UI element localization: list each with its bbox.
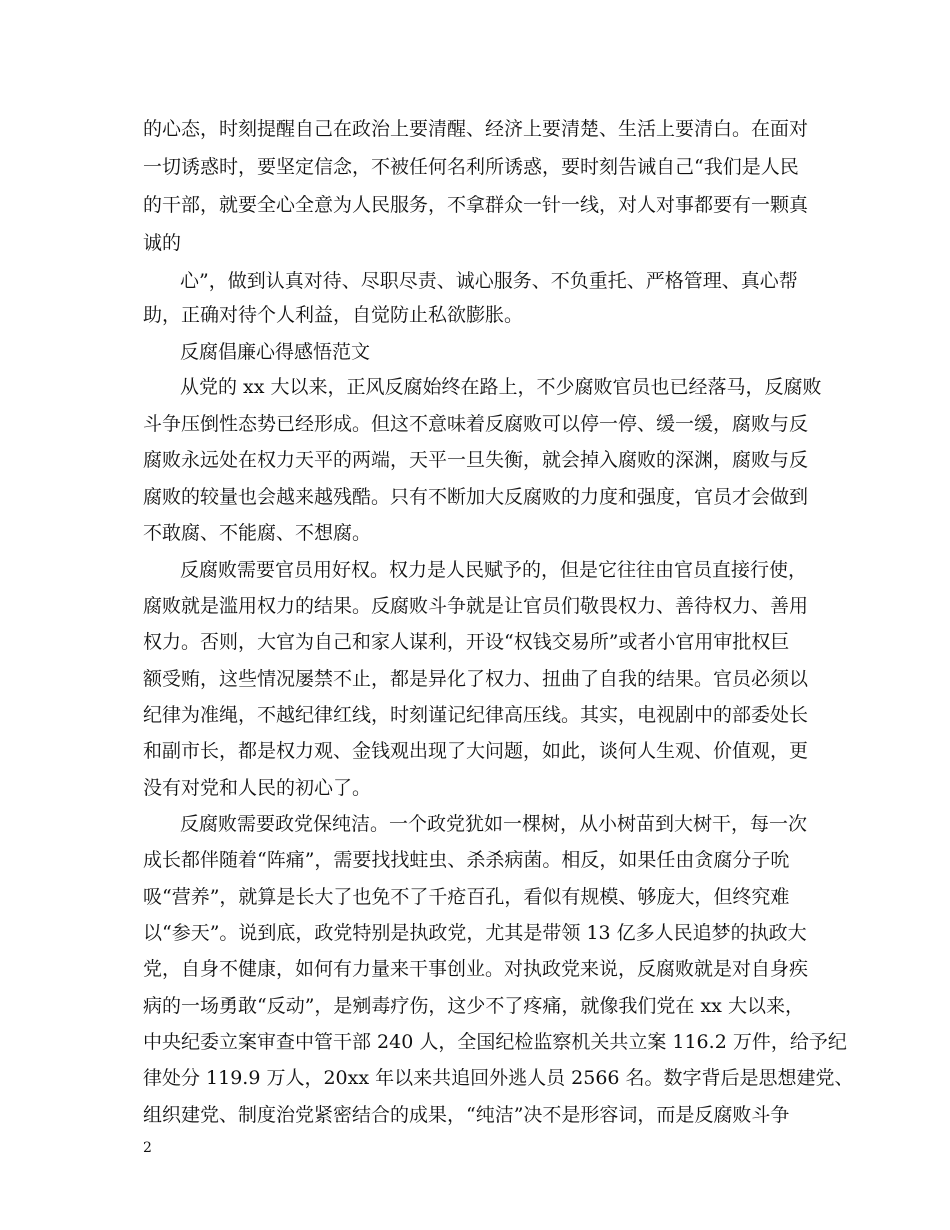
text-line: 以“参天”。说到底，政党特别是执政党，尤其是带领 13 亿多人民追梦的执政大: [143, 922, 807, 944]
text-line: 吸“营养”，就算是长大了也免不了千疮百孔，看似有规模、够庞大，但终究难: [143, 886, 790, 908]
text-line: 斗争压倒性态势已经形成。但这不意味着反腐败可以停一停、缓一缓，腐败与反: [143, 413, 809, 435]
text-line: 心”，做到认真对待、尽职尽责、诚心服务、不负重托、严格管理、真心帮: [180, 270, 798, 292]
text-line: 病的一场勇敢“反动”，是剜毒疗伤，这少不了疼痛，就像我们党在 xx 大以来，: [143, 995, 804, 1017]
text-line: 反腐败需要政党保纯洁。一个政党犹如一棵树，从小树苗到大树干，每一次: [180, 813, 808, 835]
text-line: 没有对党和人民的初心了。: [143, 777, 372, 799]
text-line: 律处分 119.9 万人，20xx 年以来共追回外逃人员 2566 名。数字背后是思想建党、: [143, 1067, 854, 1089]
text-line: 腐败永远处在权力天平的两端，天平一旦失衡，就会掉入腐败的深渊，腐败与反: [143, 449, 809, 471]
text-line: 助，正确对待个人利益，自觉防止私欲膨胀。: [143, 304, 524, 326]
text-line: 诚的: [143, 232, 182, 254]
section-heading: 反腐倡廉心得感悟范文: [180, 341, 371, 363]
text-line: 腐败就是滥用权力的结果。反腐败斗争就是让官员们敬畏权力、善待权力、善用: [143, 595, 809, 617]
page-number: 2: [143, 1140, 152, 1156]
text-line: 一切诱惑时，要坚定信念，不被任何名利所诱惑，要时刻告诫自己“我们是人民: [143, 156, 799, 178]
text-line: 中央纪委立案审查中管干部 240 人，全国纪检监察机关共立案 116.2 万件，给予纪: [143, 1031, 847, 1053]
text-line: 不敢腐、不能腐、不想腐。: [143, 522, 372, 544]
text-line: 反腐败需要官员用好权。权力是人民赋予的，但是它往往由官员直接行使，: [180, 559, 808, 581]
text-line: 组织建党、制度治党紧密结合的成果，“纯洁”决不是形容词，而是反腐败斗争: [143, 1104, 790, 1126]
text-line: 纪律为准绳，不越纪律红线，时刻谨记纪律高压线。其实，电视剧中的部委处长: [143, 704, 809, 726]
text-line: 的干部，就要全心全意为人民服务，不拿群众一针一线，对人对事都要有一颗真: [143, 194, 809, 216]
text-line: 腐败的较量也会越来越残酷。只有不断加大反腐败的力度和强度，官员才会做到: [143, 486, 809, 508]
text-line: 权力。否则，大官为自己和家人谋利，开设“权钱交易所”或者小官用审批权巨: [143, 631, 790, 653]
text-line: 党，自身不健康，如何有力量来干事创业。对执政党来说，反腐败就是对自身疾: [143, 958, 809, 980]
text-line: 成长都伴随着“阵痛”，需要找找蛀虫、杀杀病菌。相反，如果任由贪腐分子吮: [143, 849, 790, 871]
text-line: 和副市长，都是权力观、金钱观出现了大问题，如此，谈何人生观、价值观，更: [143, 740, 809, 762]
text-line: 额受贿，这些情况屡禁不止，都是异化了权力、扭曲了自我的结果。官员必须以: [143, 668, 809, 690]
text-line: 的心态，时刻提醒自己在政治上要清醒、经济上要清楚、生活上要清白。在面对: [143, 118, 809, 140]
text-line: 从党的 xx 大以来，正风反腐始终在路上，不少腐败官员也已经落马，反腐败: [180, 376, 822, 398]
